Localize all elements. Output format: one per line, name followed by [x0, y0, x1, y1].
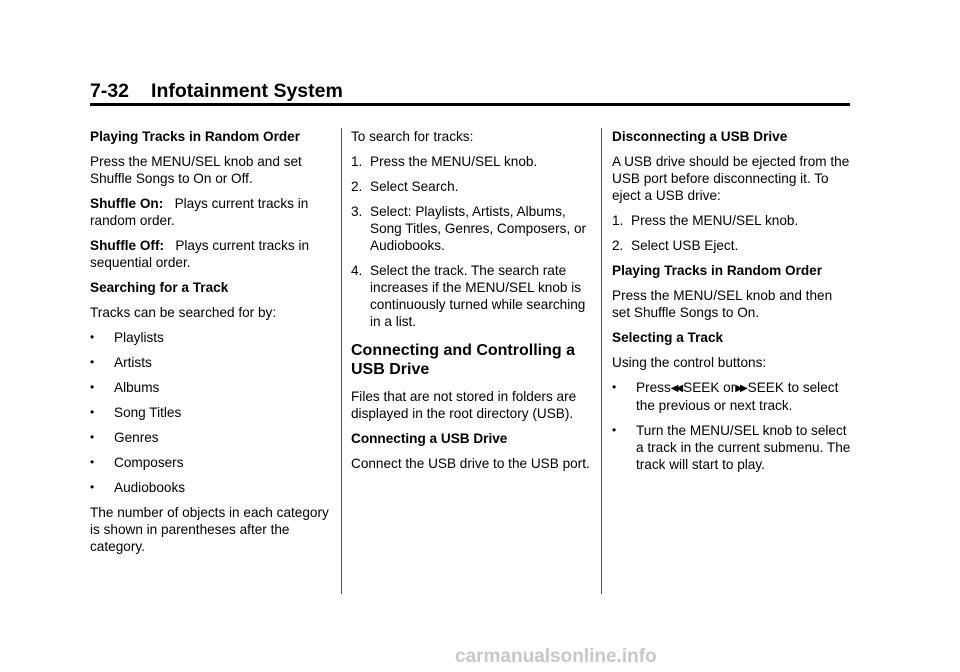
step-number: 2. [612, 238, 624, 253]
list-item [90, 354, 330, 371]
list-item [351, 178, 591, 195]
step-number: 1. [351, 154, 363, 169]
page-header [90, 80, 343, 103]
bullet-icon: • [612, 423, 617, 437]
column-1 [90, 128, 330, 563]
shuffle-off-text: Plays current tracks in sequential order. [90, 238, 310, 270]
list-item-text: Audiobooks [114, 480, 186, 495]
list-item-text: Playlists [114, 330, 164, 345]
shuffle-off-label: Shuffle Off: [90, 238, 164, 253]
paragraph-to-search: To search for tracks: [351, 129, 474, 144]
section-title: Infotainment System [151, 80, 343, 102]
page-number: 7-32 [90, 80, 130, 102]
heading-random-order: Playing Tracks in Random Order [90, 129, 301, 144]
paragraph-shuffle-usb: Press the MENU/SEL knob and then set Shuffle Songs to On. [612, 288, 833, 320]
column-2 [351, 128, 591, 480]
list-item [612, 237, 852, 254]
list-item [90, 479, 330, 496]
list-item [90, 329, 330, 346]
column-3 [612, 128, 852, 481]
bullet-icon: • [612, 380, 617, 394]
step-text: Select USB Eject. [631, 238, 739, 253]
list-item [90, 379, 330, 396]
heading-selecting-track: Selecting a Track [612, 330, 724, 345]
step-text: Select the track. The search rate increases if the MENU/SEL knob is continuously turned while searching in a list. [370, 263, 586, 329]
paragraph-shuffle-on [90, 195, 330, 229]
heading-disconnecting-usb: Disconnecting a USB Drive [612, 129, 788, 144]
seek-or-text: SEEK or [683, 380, 736, 395]
column-divider-2 [601, 128, 602, 594]
step-number: 2. [351, 179, 363, 194]
list-item [90, 429, 330, 446]
paragraph-files-root: Files that are not stored in folders are displayed in the root directory (USB). [351, 389, 577, 421]
list-item [351, 203, 591, 254]
list-item [90, 404, 330, 421]
seek-back-icon: ◀◀ [670, 383, 681, 394]
step-text: Press the MENU/SEL knob. [370, 154, 538, 169]
shuffle-on-text: Plays current tracks in random order. [90, 196, 309, 228]
paragraph-control-buttons: Using the control buttons: [612, 355, 767, 370]
list-item [351, 262, 591, 330]
watermark: carmanualsonline.info [455, 646, 657, 667]
step-number: 3. [351, 204, 363, 219]
heading-random-order-usb: Playing Tracks in Random Order [612, 263, 823, 278]
heading-search-track: Searching for a Track [90, 280, 229, 295]
paragraph-search-by: Tracks can be searched for by: [90, 305, 277, 320]
bullet-icon: • [90, 455, 95, 469]
bullet-icon: • [90, 330, 95, 344]
press-text: Press [636, 380, 671, 395]
seek-forward-icon: ▶▶ [735, 383, 745, 394]
list-item-text: Albums [114, 380, 160, 395]
list-item [612, 379, 852, 414]
subheading-usb-drive: Connecting and Controlling a USB Drive [351, 342, 575, 378]
seek-to-text: SEEK to select the previous or next track. [636, 380, 839, 413]
list-item-text: Artists [114, 355, 152, 370]
step-text: Press the MENU/SEL knob. [631, 213, 799, 228]
list-item [90, 454, 330, 471]
paragraph-press-knob: Press the MENU/SEL knob and set Shuffle Songs to On or Off. [90, 154, 302, 186]
list-item-text: Song Titles [114, 405, 182, 420]
paragraph-shuffle-off [90, 237, 330, 271]
step-text: Select: Playlists, Artists, Albums, Song Titles, Genres, Composers, or Audiobooks. [370, 204, 587, 253]
bullet-icon: • [90, 480, 95, 494]
bullet-icon: • [90, 380, 95, 394]
column-divider-1 [341, 128, 342, 594]
paragraph-connect-usb: Connect the USB drive to the USB port. [351, 456, 590, 471]
list-item-text: Composers [114, 455, 184, 470]
step-number: 4. [351, 263, 363, 278]
list-item-text [636, 379, 852, 414]
paragraph-eject-usb: A USB drive should be ejected from the USB port before disconnecting it. To eject a USB drive: [612, 154, 850, 203]
list-item [351, 153, 591, 170]
bullet-icon: • [90, 430, 95, 444]
list-item [612, 212, 852, 229]
paragraph-number-objects: The number of objects in each category is shown in parentheses after the category. [90, 505, 329, 554]
heading-connecting-usb: Connecting a USB Drive [351, 431, 508, 446]
step-text: Select Search. [370, 179, 459, 194]
bullet-icon: • [90, 355, 95, 369]
list-item [612, 422, 852, 473]
bullet-icon: • [90, 405, 95, 419]
list-item-text: Turn the MENU/SEL knob to select a track in the current submenu. The track will start to play. [636, 423, 851, 472]
shuffle-on-label: Shuffle On: [90, 196, 164, 211]
header-rule [90, 103, 850, 106]
list-item-text: Genres [114, 430, 159, 445]
step-number: 1. [612, 213, 624, 228]
